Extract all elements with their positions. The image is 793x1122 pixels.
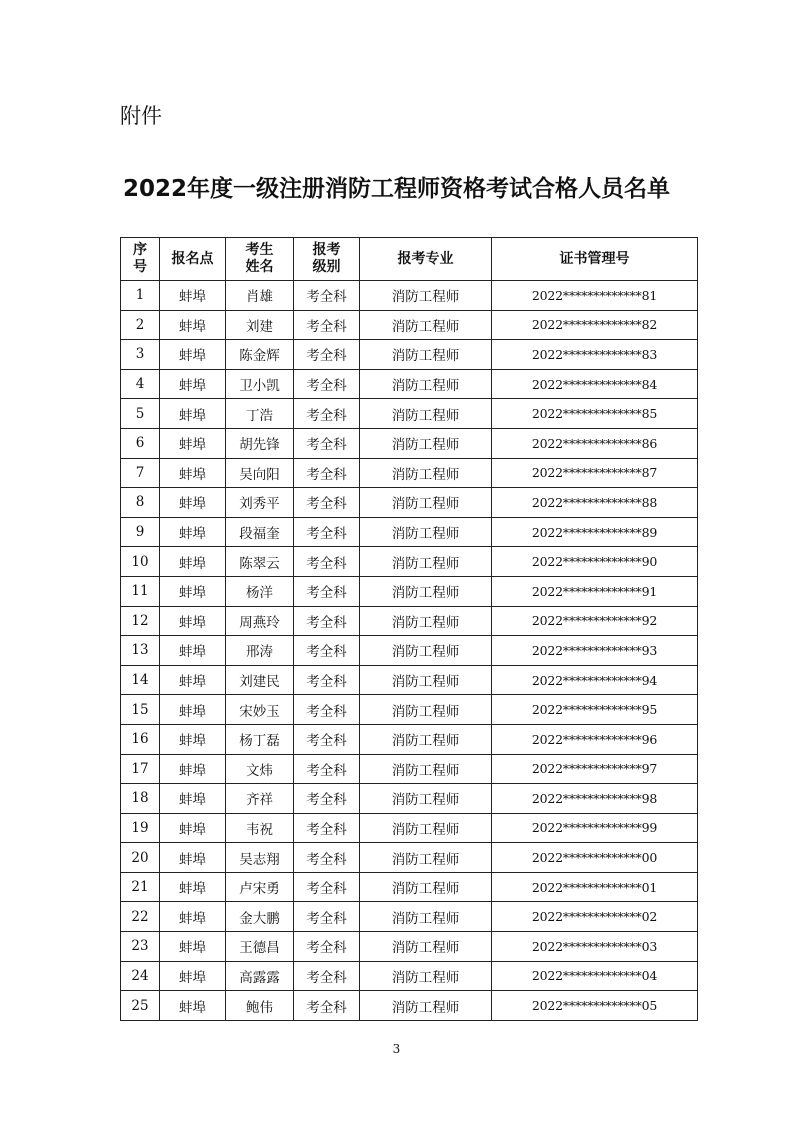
cell-level: 考全科 xyxy=(294,784,360,814)
cell-cert: 2022*************82 xyxy=(492,310,698,340)
cell-name: 王德昌 xyxy=(226,932,294,962)
cell-major: 消防工程师 xyxy=(360,665,492,695)
cell-major: 消防工程师 xyxy=(360,606,492,636)
cell-seq: 22 xyxy=(121,902,160,932)
cell-cert: 2022*************96 xyxy=(492,724,698,754)
cell-seq: 1 xyxy=(121,281,160,311)
cell-major: 消防工程师 xyxy=(360,399,492,429)
cell-major: 消防工程师 xyxy=(360,428,492,458)
cell-site: 蚌埠 xyxy=(160,813,226,843)
cell-cert: 2022*************04 xyxy=(492,961,698,991)
table-row xyxy=(121,872,698,902)
cell-name: 宋妙玉 xyxy=(226,695,294,725)
cell-name: 刘建民 xyxy=(226,665,294,695)
cell-major: 消防工程师 xyxy=(360,281,492,311)
table-row xyxy=(121,428,698,458)
cell-major: 消防工程师 xyxy=(360,458,492,488)
cell-major: 消防工程师 xyxy=(360,340,492,370)
table-row xyxy=(121,458,698,488)
cell-site: 蚌埠 xyxy=(160,340,226,370)
cell-name: 齐祥 xyxy=(226,784,294,814)
cell-level: 考全科 xyxy=(294,281,360,311)
cell-site: 蚌埠 xyxy=(160,281,226,311)
cell-name: 肖雄 xyxy=(226,281,294,311)
cell-site: 蚌埠 xyxy=(160,724,226,754)
roster-table xyxy=(120,237,698,1021)
cell-cert: 2022*************81 xyxy=(492,281,698,311)
table-row xyxy=(121,932,698,962)
cell-major: 消防工程师 xyxy=(360,488,492,518)
header-major: 报考专业 xyxy=(360,238,492,281)
cell-name: 刘秀平 xyxy=(226,488,294,518)
table-row xyxy=(121,576,698,606)
cell-level: 考全科 xyxy=(294,458,360,488)
cell-cert: 2022*************87 xyxy=(492,458,698,488)
cell-site: 蚌埠 xyxy=(160,606,226,636)
cell-cert: 2022*************99 xyxy=(492,813,698,843)
cell-cert: 2022*************03 xyxy=(492,932,698,962)
cell-major: 消防工程师 xyxy=(360,576,492,606)
cell-cert: 2022*************01 xyxy=(492,872,698,902)
cell-site: 蚌埠 xyxy=(160,961,226,991)
cell-name: 陈金辉 xyxy=(226,340,294,370)
cell-site: 蚌埠 xyxy=(160,695,226,725)
cell-level: 考全科 xyxy=(294,961,360,991)
cell-cert: 2022*************93 xyxy=(492,636,698,666)
cell-cert: 2022*************92 xyxy=(492,606,698,636)
cell-level: 考全科 xyxy=(294,488,360,518)
cell-site: 蚌埠 xyxy=(160,636,226,666)
cell-level: 考全科 xyxy=(294,310,360,340)
cell-seq: 21 xyxy=(121,872,160,902)
cell-seq: 4 xyxy=(121,369,160,399)
table-header-row xyxy=(121,238,698,281)
table-row xyxy=(121,369,698,399)
cell-level: 考全科 xyxy=(294,517,360,547)
cell-major: 消防工程师 xyxy=(360,843,492,873)
cell-name: 杨丁磊 xyxy=(226,724,294,754)
cell-cert: 2022*************90 xyxy=(492,547,698,577)
cell-cert: 2022*************83 xyxy=(492,340,698,370)
cell-cert: 2022*************95 xyxy=(492,695,698,725)
cell-cert: 2022*************91 xyxy=(492,576,698,606)
header-seq xyxy=(121,238,160,281)
cell-site: 蚌埠 xyxy=(160,399,226,429)
cell-name: 丁浩 xyxy=(226,399,294,429)
cell-cert: 2022*************02 xyxy=(492,902,698,932)
cell-level: 考全科 xyxy=(294,665,360,695)
cell-major: 消防工程师 xyxy=(360,872,492,902)
cell-level: 考全科 xyxy=(294,340,360,370)
table-row xyxy=(121,784,698,814)
cell-name: 鲍伟 xyxy=(226,991,294,1021)
cell-seq: 18 xyxy=(121,784,160,814)
cell-name: 吴向阳 xyxy=(226,458,294,488)
cell-site: 蚌埠 xyxy=(160,488,226,518)
cell-seq: 6 xyxy=(121,428,160,458)
cell-seq: 9 xyxy=(121,517,160,547)
table-row xyxy=(121,488,698,518)
cell-site: 蚌埠 xyxy=(160,784,226,814)
cell-major: 消防工程师 xyxy=(360,932,492,962)
cell-name: 陈翠云 xyxy=(226,547,294,577)
cell-site: 蚌埠 xyxy=(160,932,226,962)
table-row xyxy=(121,961,698,991)
header-name xyxy=(226,238,294,281)
cell-site: 蚌埠 xyxy=(160,872,226,902)
cell-seq: 10 xyxy=(121,547,160,577)
table-row xyxy=(121,665,698,695)
cell-major: 消防工程师 xyxy=(360,784,492,814)
cell-site: 蚌埠 xyxy=(160,902,226,932)
cell-level: 考全科 xyxy=(294,636,360,666)
cell-level: 考全科 xyxy=(294,991,360,1021)
cell-level: 考全科 xyxy=(294,547,360,577)
cell-level: 考全科 xyxy=(294,902,360,932)
cell-cert: 2022*************86 xyxy=(492,428,698,458)
cell-major: 消防工程师 xyxy=(360,517,492,547)
cell-cert: 2022*************89 xyxy=(492,517,698,547)
cell-name: 吴志翔 xyxy=(226,843,294,873)
cell-seq: 24 xyxy=(121,961,160,991)
cell-level: 考全科 xyxy=(294,872,360,902)
header-seq-line1: 序 xyxy=(133,242,147,258)
cell-level: 考全科 xyxy=(294,724,360,754)
cell-level: 考全科 xyxy=(294,576,360,606)
cell-seq: 7 xyxy=(121,458,160,488)
cell-major: 消防工程师 xyxy=(360,991,492,1021)
cell-major: 消防工程师 xyxy=(360,754,492,784)
header-level-line1: 报考 xyxy=(312,242,341,258)
cell-seq: 2 xyxy=(121,310,160,340)
cell-name: 刘建 xyxy=(226,310,294,340)
table-row xyxy=(121,724,698,754)
cell-name: 邢涛 xyxy=(226,636,294,666)
cell-level: 考全科 xyxy=(294,843,360,873)
header-level-line2: 级别 xyxy=(312,259,341,275)
cell-seq: 8 xyxy=(121,488,160,518)
table-row xyxy=(121,991,698,1021)
table-row xyxy=(121,399,698,429)
roster-body xyxy=(121,281,698,1021)
cell-name: 周燕玲 xyxy=(226,606,294,636)
cell-major: 消防工程师 xyxy=(360,310,492,340)
cell-cert: 2022*************97 xyxy=(492,754,698,784)
table-row xyxy=(121,547,698,577)
header-site: 报名点 xyxy=(160,238,226,281)
cell-major: 消防工程师 xyxy=(360,695,492,725)
cell-site: 蚌埠 xyxy=(160,576,226,606)
cell-major: 消防工程师 xyxy=(360,813,492,843)
cell-level: 考全科 xyxy=(294,428,360,458)
cell-seq: 20 xyxy=(121,843,160,873)
cell-name: 金大鹏 xyxy=(226,902,294,932)
cell-name: 胡先锋 xyxy=(226,428,294,458)
cell-cert: 2022*************94 xyxy=(492,665,698,695)
header-seq-line2: 号 xyxy=(133,259,147,275)
table-row xyxy=(121,310,698,340)
cell-major: 消防工程师 xyxy=(360,636,492,666)
cell-cert: 2022*************84 xyxy=(492,369,698,399)
cell-name: 杨洋 xyxy=(226,576,294,606)
cell-site: 蚌埠 xyxy=(160,428,226,458)
header-name-line2: 姓名 xyxy=(245,259,274,275)
cell-level: 考全科 xyxy=(294,369,360,399)
cell-seq: 19 xyxy=(121,813,160,843)
cell-site: 蚌埠 xyxy=(160,754,226,784)
cell-level: 考全科 xyxy=(294,606,360,636)
cell-cert: 2022*************00 xyxy=(492,843,698,873)
cell-level: 考全科 xyxy=(294,695,360,725)
cell-seq: 5 xyxy=(121,399,160,429)
cell-site: 蚌埠 xyxy=(160,665,226,695)
cell-name: 高露露 xyxy=(226,961,294,991)
header-name-line1: 考生 xyxy=(245,242,274,258)
cell-level: 考全科 xyxy=(294,754,360,784)
header-level xyxy=(294,238,360,281)
attachment-label: 附件 xyxy=(120,104,162,128)
cell-site: 蚌埠 xyxy=(160,547,226,577)
table-row xyxy=(121,695,698,725)
table-row xyxy=(121,281,698,311)
cell-major: 消防工程师 xyxy=(360,902,492,932)
cell-seq: 14 xyxy=(121,665,160,695)
table-row xyxy=(121,754,698,784)
cell-site: 蚌埠 xyxy=(160,310,226,340)
cell-name: 卢宋勇 xyxy=(226,872,294,902)
cell-seq: 17 xyxy=(121,754,160,784)
cell-name: 韦祝 xyxy=(226,813,294,843)
table-row xyxy=(121,517,698,547)
cell-major: 消防工程师 xyxy=(360,961,492,991)
header-cert: 证书管理号 xyxy=(492,238,698,281)
cell-level: 考全科 xyxy=(294,932,360,962)
page-number: 3 xyxy=(392,1042,401,1056)
cell-major: 消防工程师 xyxy=(360,547,492,577)
document-title: 2022年度一级注册消防工程师资格考试合格人员名单 xyxy=(122,176,670,202)
cell-cert: 2022*************05 xyxy=(492,991,698,1021)
cell-name: 卫小凯 xyxy=(226,369,294,399)
cell-seq: 12 xyxy=(121,606,160,636)
cell-major: 消防工程师 xyxy=(360,724,492,754)
cell-seq: 3 xyxy=(121,340,160,370)
cell-seq: 13 xyxy=(121,636,160,666)
table-row xyxy=(121,636,698,666)
cell-site: 蚌埠 xyxy=(160,843,226,873)
cell-seq: 11 xyxy=(121,576,160,606)
cell-name: 段福奎 xyxy=(226,517,294,547)
table-row xyxy=(121,813,698,843)
table-row xyxy=(121,606,698,636)
cell-level: 考全科 xyxy=(294,399,360,429)
cell-site: 蚌埠 xyxy=(160,991,226,1021)
cell-level: 考全科 xyxy=(294,813,360,843)
cell-cert: 2022*************85 xyxy=(492,399,698,429)
cell-seq: 16 xyxy=(121,724,160,754)
cell-site: 蚌埠 xyxy=(160,369,226,399)
cell-seq: 15 xyxy=(121,695,160,725)
table-row xyxy=(121,902,698,932)
table-row xyxy=(121,843,698,873)
cell-site: 蚌埠 xyxy=(160,458,226,488)
table-row xyxy=(121,340,698,370)
cell-site: 蚌埠 xyxy=(160,517,226,547)
cell-major: 消防工程师 xyxy=(360,369,492,399)
cell-seq: 25 xyxy=(121,991,160,1021)
cell-cert: 2022*************98 xyxy=(492,784,698,814)
cell-name: 文炜 xyxy=(226,754,294,784)
cell-seq: 23 xyxy=(121,932,160,962)
cell-cert: 2022*************88 xyxy=(492,488,698,518)
